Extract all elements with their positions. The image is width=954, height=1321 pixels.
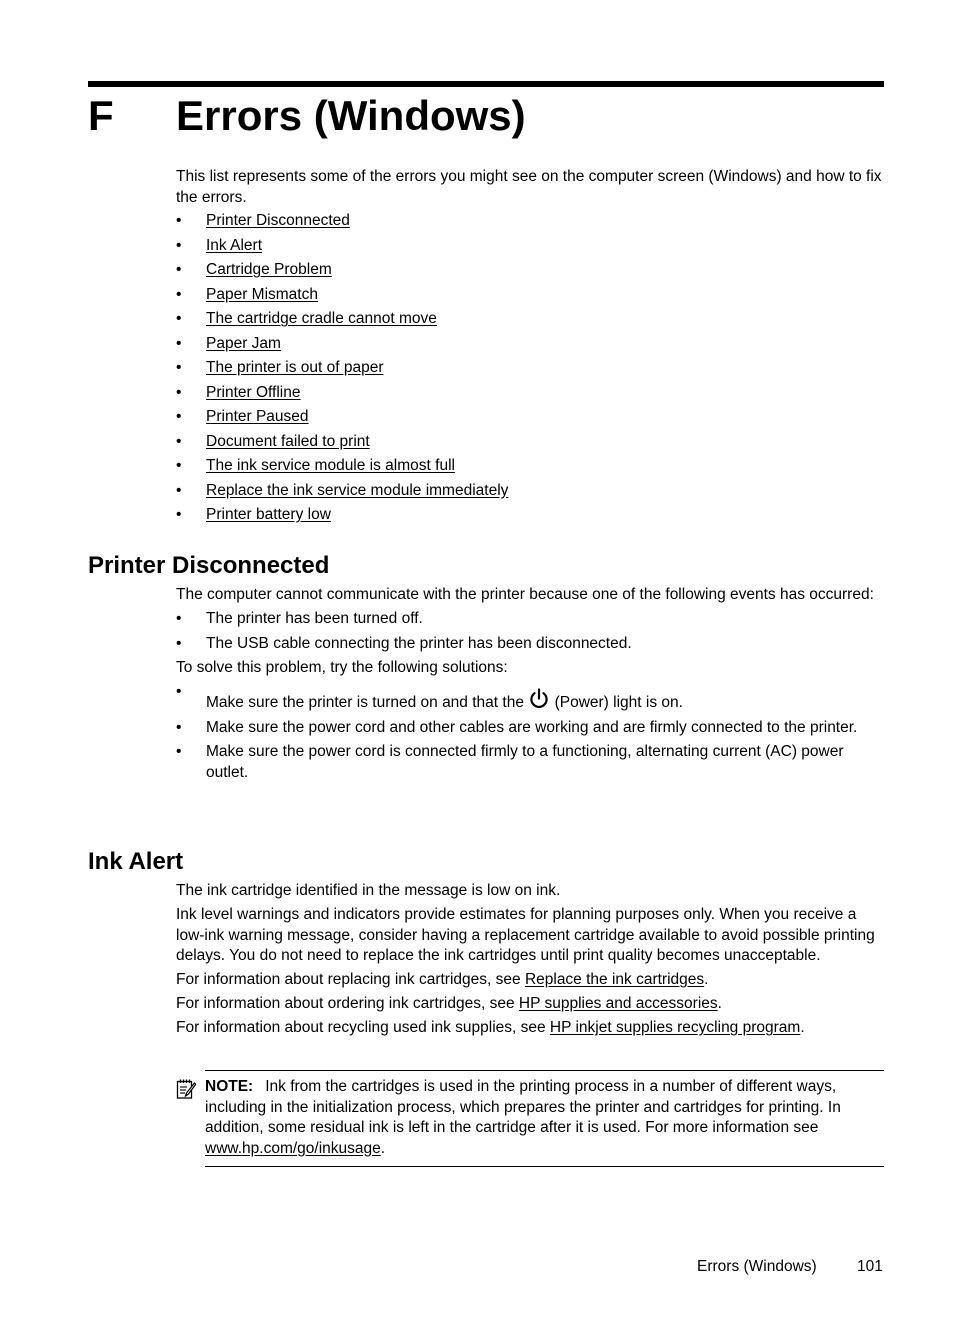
list-item: [176, 334, 508, 359]
link-paper-jam[interactable]: Paper Jam: [206, 334, 281, 352]
note-pad-icon: [176, 1078, 196, 1100]
bullet: •: [176, 743, 182, 760]
list-item-text: The printer has been turned off.: [206, 610, 423, 627]
paragraph: [176, 994, 888, 1015]
error-link-list: [176, 211, 508, 530]
note-bottom-rule: [205, 1166, 884, 1167]
list-item: [176, 236, 508, 261]
intro-paragraph: This list represents some of the errors you might see on the computer screen (Windows) and how to fix the errors.: [176, 168, 882, 206]
link-ink-service-almost-full[interactable]: The ink service module is almost full: [206, 457, 455, 474]
link-ink-alert[interactable]: Ink Alert: [206, 236, 262, 254]
ink-alert-section: [176, 881, 888, 1042]
list-item: [176, 456, 508, 481]
list-item: [176, 407, 508, 432]
list-item: [176, 432, 508, 457]
bullet: •: [176, 408, 182, 425]
list-item: [176, 481, 508, 506]
list-item: [176, 718, 888, 739]
paragraph-text: For information about recycling used ink supplies, see: [176, 1019, 546, 1036]
note-body: Ink from the cartridges is used in the printing process in a number of different ways, including in the initialization process, which prepares the printer and cartridges for printing. In addition, some residual ink is left in the cartridge after it is used. For more information see: [205, 1078, 841, 1136]
bullet: •: [176, 506, 182, 523]
paragraph: [176, 970, 888, 991]
power-icon: [528, 688, 550, 710]
chapter-top-rule: [88, 81, 884, 87]
bullet: •: [176, 457, 182, 474]
list-item: [176, 682, 888, 714]
paragraph: [176, 1018, 888, 1039]
paragraph: The computer cannot communicate with the printer because one of the following events has occurred:: [176, 586, 874, 603]
link-hp-recycling-program[interactable]: HP inkjet supplies recycling program: [549, 1019, 801, 1036]
paragraph-text: For information about ordering ink cartridges, see: [176, 995, 515, 1012]
bullet: •: [176, 683, 182, 700]
link-document-failed[interactable]: Document failed to print: [206, 432, 370, 450]
link-replace-ink-cartridges[interactable]: Replace the ink cartridges: [524, 971, 705, 988]
bullet: •: [176, 310, 182, 327]
list-item: [176, 505, 508, 530]
list-item-text: Make sure the power cord is connected firmly to a functioning, alternating current (AC) power outlet.: [206, 743, 844, 781]
paragraph: The ink cartridge identified in the message is low on ink.: [176, 882, 561, 899]
heading-printer-disconnected: Printer Disconnected: [88, 552, 330, 579]
solutions-list: [176, 682, 888, 783]
link-out-of-paper[interactable]: The printer is out of paper: [206, 359, 384, 376]
link-replace-ink-service[interactable]: Replace the ink service module immediately: [206, 481, 509, 499]
period: .: [380, 1139, 386, 1157]
list-item: [176, 260, 508, 285]
bullet: •: [176, 236, 182, 254]
bullet: •: [176, 383, 182, 401]
bullet: •: [176, 334, 182, 352]
paragraph-text: For information about replacing ink cartridges, see: [176, 971, 521, 988]
list-item: [176, 358, 508, 383]
bullet: •: [176, 359, 182, 376]
events-list: [176, 609, 888, 654]
list-item: [176, 309, 508, 334]
period: .: [704, 971, 709, 988]
note-top-rule: [205, 1070, 884, 1071]
list-item-text: (Power) light is on.: [554, 694, 683, 711]
link-printer-offline[interactable]: Printer Offline: [206, 383, 301, 401]
heading-ink-alert: Ink Alert: [88, 848, 184, 875]
chapter-letter: F: [88, 92, 114, 139]
bullet: •: [176, 634, 182, 652]
printer-disconnected-section: [176, 585, 888, 787]
bullet: •: [176, 718, 182, 736]
period: .: [800, 1019, 805, 1036]
paragraph: Ink level warnings and indicators provide estimates for planning purposes only. When you receive a low-ink warning message, consider having a replacement cartridge available to avoid possible printing delays. You do not need to replace the ink cartridges until print quality becomes unacceptable.: [176, 906, 875, 964]
link-paper-mismatch[interactable]: Paper Mismatch: [206, 285, 318, 303]
bullet: •: [176, 212, 182, 229]
chapter-title: Errors (Windows): [176, 92, 526, 139]
link-printer-disconnected[interactable]: Printer Disconnected: [206, 212, 350, 229]
link-printer-paused[interactable]: Printer Paused: [206, 408, 309, 425]
bullet: •: [176, 432, 182, 450]
bullet: •: [176, 261, 182, 278]
link-hp-supplies[interactable]: HP supplies and accessories: [518, 995, 718, 1012]
note-label: NOTE:: [205, 1078, 254, 1095]
list-item: [176, 742, 888, 783]
note-text: [205, 1077, 884, 1159]
bullet: •: [176, 610, 182, 627]
link-printer-battery-low[interactable]: Printer battery low: [206, 506, 331, 523]
link-cartridge-cradle[interactable]: The cartridge cradle cannot move: [206, 310, 437, 327]
bullet: •: [176, 481, 182, 499]
footer-section-title: Errors (Windows): [697, 1258, 817, 1275]
list-item: [176, 211, 508, 236]
paragraph: To solve this problem, try the following solutions:: [176, 659, 508, 676]
link-cartridge-problem[interactable]: Cartridge Problem: [206, 261, 332, 278]
list-item: [176, 609, 888, 630]
list-item: [176, 383, 508, 408]
bullet: •: [176, 285, 182, 303]
list-item: [176, 634, 888, 655]
list-item-text: Make sure the power cord and other cables are working and are firmly connected to the printer.: [206, 718, 858, 736]
link-inkusage[interactable]: www.hp.com/go/inkusage: [205, 1139, 381, 1157]
footer-page-number: 101: [857, 1258, 883, 1275]
period: .: [717, 995, 722, 1012]
list-item-text: The USB cable connecting the printer has been disconnected.: [206, 634, 632, 652]
list-item: [176, 285, 508, 310]
list-item-text: Make sure the printer is turned on and that the: [206, 694, 524, 711]
